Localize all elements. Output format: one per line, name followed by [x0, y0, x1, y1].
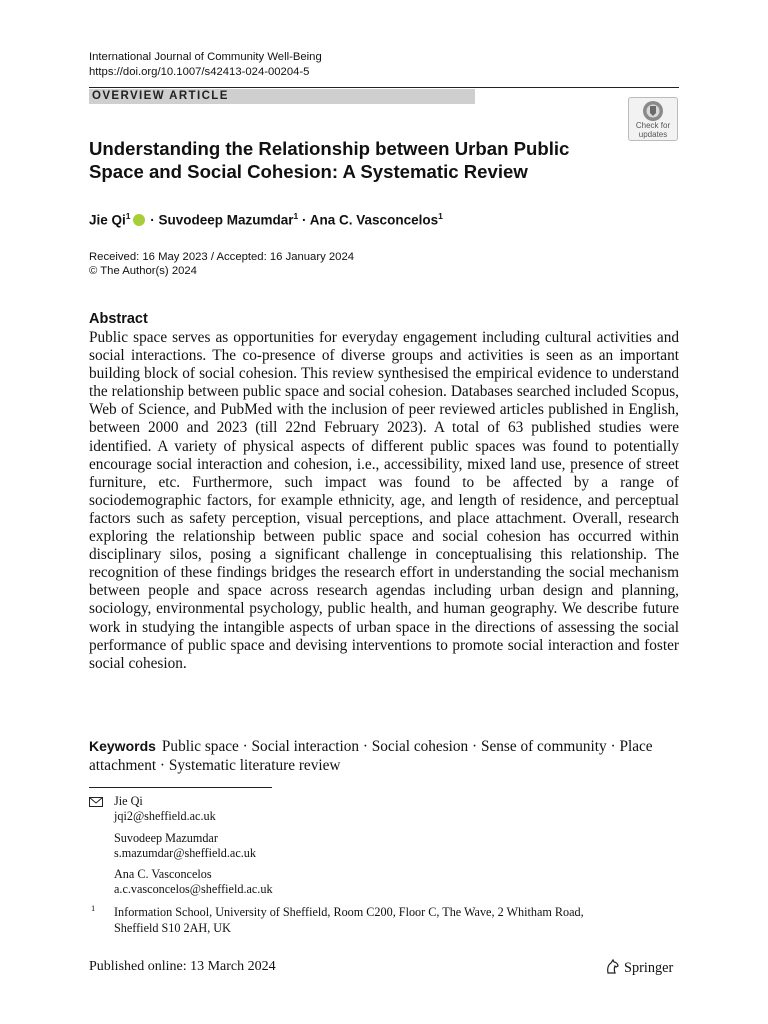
author-separator: · [298, 212, 310, 228]
contact-entry [114, 867, 273, 897]
author-name[interactable]: Ana C. Vasconcelos [309, 212, 439, 228]
envelope-icon [89, 797, 103, 807]
check-for-updates-badge[interactable] [628, 97, 678, 141]
contact-name: Suvodeep Mazumdar [114, 831, 218, 845]
contact-email[interactable]: s.mazumdar@sheffield.ac.uk [114, 846, 256, 860]
author-separator: · [146, 212, 159, 228]
copyright: © The Author(s) 2024 [89, 265, 197, 277]
journal-header [89, 50, 322, 80]
abstract-heading: Abstract [89, 311, 148, 327]
affiliation-line-1: Information School, University of Sheffield, Room C200, Floor C, The Wave, 2 Whitham Road, [114, 905, 584, 919]
author-name[interactable]: Jie Qi [89, 212, 126, 228]
check-updates-icon [641, 100, 665, 122]
keywords-section [89, 737, 679, 775]
article-dates [89, 250, 354, 278]
orcid-icon[interactable] [133, 214, 145, 226]
springer-horse-icon [604, 958, 621, 975]
author-name[interactable]: Suvodeep Mazumdar [158, 212, 294, 228]
article-type-banner: OVERVIEW ARTICLE [89, 89, 475, 104]
author-affiliation-mark: 1 [125, 211, 131, 221]
title-line-2: Space and Social Cohesion: A Systematic Review [89, 161, 528, 182]
contact-entry [114, 794, 216, 824]
publisher-logo [604, 958, 673, 977]
check-updates-label-2: updates [638, 129, 668, 139]
check-updates-label-1: Check for [635, 121, 671, 130]
author-list [89, 206, 443, 231]
contact-email[interactable]: a.c.vasconcelos@sheffield.ac.uk [114, 882, 273, 896]
keywords-heading: Keywords [89, 738, 156, 754]
publisher-name: Springer [624, 960, 674, 976]
contact-entry [114, 831, 256, 861]
received-accepted: Received: 16 May 2023 / Accepted: 16 January 2024 [89, 251, 355, 263]
affiliation-text [114, 905, 674, 936]
title-line-1: Understanding the Relationship between Urban Public [89, 138, 570, 159]
abstract-text: Public space serves as opportunities for everyday engagement including cultural activities and social interactions. The co-presence of diverse groups and activities is seen as an important building block of social cohesion. This review synthesised the empirical evidence to understand the relationship between public space and social cohesion. Databases searched included Scopus, Web of Science, and PubMed with the inclusion of peer reviewed articles published in English, between 2000 and 2023 (till 22nd February 2023). A total of 63 published studies were identified. A variety of physical aspects of different public spaces was found to potentially encourage social interaction and cohesion, i.e., accessibility, mixed land use, presence of street furniture, etc. Furthermore, such impact was found to be affected by a range of sociodemographic factors, for example ethnicity, age, and length of residence, and perceptual factors such as safety perception, visual perceptions, and place attachment. Overall, research exploring the relationship between public space and social cohesion has occurred within disciplinary silos, posing a significant challenge in conceptualising this relationship. The recognition of these findings bridges the research effort in understanding the social mechanism between people and space across research agendas including urban design and planning, sociology, environmental psychology, public health, and human geography. We describe future work in studying the intangible aspects of urban space in the directions of assessing the social performance of public space and devising interventions to promote social interaction and foster social cohesion. [89, 329, 679, 672]
author-affiliation-mark: 1 [293, 211, 299, 221]
contact-name: Jie Qi [114, 794, 143, 808]
published-online: Published online: 13 March 2024 [89, 959, 276, 974]
author-affiliation-mark: 1 [438, 211, 443, 221]
journal-name: International Journal of Community Well-Being [89, 51, 322, 63]
affiliation-number: 1 [91, 903, 96, 913]
keywords-text: Public space · Social interaction · Social cohesion · Sense of community · Place attachment · Systematic literature review [89, 738, 653, 774]
header-rule [89, 87, 679, 88]
affiliation-line-2: Sheffield S10 2AH, UK [114, 920, 231, 935]
footnote-rule [89, 787, 272, 788]
contact-email[interactable]: jqi2@sheffield.ac.uk [114, 809, 216, 823]
doi-link[interactable]: https://doi.org/10.1007/s42413-024-00204-5 [89, 66, 310, 78]
contact-name: Ana C. Vasconcelos [114, 867, 212, 881]
paper-title [89, 137, 619, 183]
